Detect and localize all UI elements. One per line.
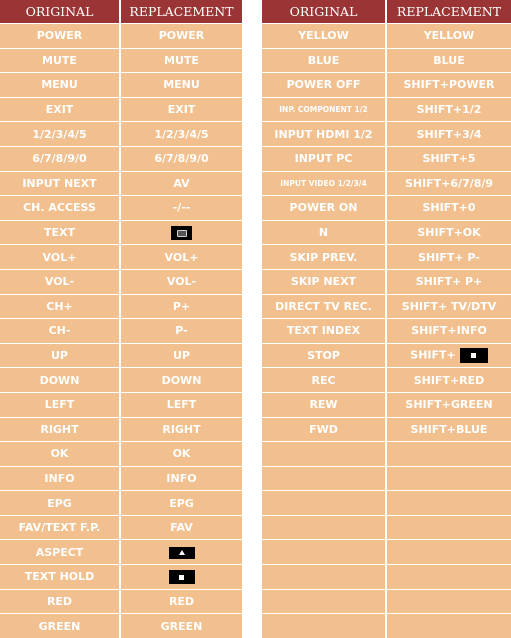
right-mapping-table bbox=[262, 0, 511, 638]
replacement-cell bbox=[386, 24, 511, 49]
original-cell: ASPECT bbox=[0, 540, 120, 565]
replacement-label: LEFT bbox=[166, 398, 197, 412]
original-cell: POWER ON bbox=[262, 196, 386, 221]
replacement-cell bbox=[386, 220, 511, 245]
original-cell: POWER bbox=[0, 24, 120, 49]
table-row bbox=[0, 466, 242, 491]
original-cell: INFO bbox=[0, 466, 120, 491]
replacement-label: AV bbox=[173, 176, 190, 190]
square-button-icon bbox=[460, 348, 488, 363]
replacement-cell bbox=[120, 417, 242, 442]
original-cell bbox=[262, 515, 386, 540]
replacement-label: DOWN bbox=[161, 373, 202, 387]
replacement-cell bbox=[386, 294, 511, 319]
replacement-cell bbox=[120, 343, 242, 368]
table-row bbox=[262, 146, 511, 171]
table-row bbox=[0, 368, 242, 393]
table-row bbox=[262, 417, 511, 442]
original-cell: VOL- bbox=[0, 269, 120, 294]
original-cell: N bbox=[262, 220, 386, 245]
table-row bbox=[262, 319, 511, 344]
original-cell: CH- bbox=[0, 319, 120, 344]
replacement-cell bbox=[120, 220, 242, 245]
replacement-cell bbox=[120, 614, 242, 638]
table-row bbox=[0, 540, 242, 565]
replacement-label: POWER bbox=[158, 29, 205, 43]
replacement-cell bbox=[120, 491, 242, 516]
replacement-cell bbox=[120, 319, 242, 344]
original-cell: GREEN bbox=[0, 614, 120, 638]
replacement-cell bbox=[120, 24, 242, 49]
table-header-row bbox=[0, 0, 242, 24]
table-row bbox=[262, 48, 511, 73]
table-header-row bbox=[262, 0, 511, 24]
original-cell: INPUT PC bbox=[262, 146, 386, 171]
table-row bbox=[0, 73, 242, 98]
table-row bbox=[0, 171, 242, 196]
column-header-replacement: REPLACEMENT bbox=[120, 0, 242, 24]
original-cell: OK bbox=[0, 442, 120, 467]
replacement-label: RED bbox=[168, 594, 195, 608]
original-cell: TEXT bbox=[0, 220, 120, 245]
column-header-replacement: REPLACEMENT bbox=[386, 0, 511, 24]
original-cell: INPUT NEXT bbox=[0, 171, 120, 196]
replacement-label: SHIFT+ P+ bbox=[415, 275, 483, 289]
replacement-cell bbox=[386, 48, 511, 73]
original-cell: MENU bbox=[0, 73, 120, 98]
replacement-label: SHIFT+BLUE bbox=[410, 422, 488, 436]
replacement-label: P- bbox=[175, 324, 188, 338]
original-cell: TEXT INDEX bbox=[262, 319, 386, 344]
original-cell: REW bbox=[262, 392, 386, 417]
replacement-cell bbox=[386, 171, 511, 196]
replacement-cell bbox=[386, 368, 511, 393]
replacement-cell bbox=[386, 269, 511, 294]
replacement-label: FAV bbox=[170, 521, 193, 535]
table-row bbox=[262, 122, 511, 147]
replacement-cell bbox=[120, 540, 242, 565]
replacement-label: SHIFT+INFO bbox=[411, 324, 487, 338]
table-row bbox=[0, 24, 242, 49]
replacement-cell bbox=[120, 171, 242, 196]
replacement-cell bbox=[120, 146, 242, 171]
table-row bbox=[262, 589, 511, 614]
table-row bbox=[262, 196, 511, 221]
original-cell: UP bbox=[0, 343, 120, 368]
replacement-label: SHIFT+0 bbox=[422, 201, 476, 215]
original-cell: INPUT VIDEO 1/2/3/4 bbox=[262, 171, 386, 196]
original-cell: DOWN bbox=[0, 368, 120, 393]
original-cell: CH+ bbox=[0, 294, 120, 319]
table-row bbox=[0, 294, 242, 319]
original-cell bbox=[262, 466, 386, 491]
up-triangle-button-icon bbox=[169, 547, 195, 559]
replacement-cell bbox=[120, 122, 242, 147]
replacement-label: EPG bbox=[169, 496, 194, 510]
replacement-cell bbox=[120, 589, 242, 614]
square-button-icon bbox=[169, 570, 195, 584]
table-row bbox=[0, 48, 242, 73]
table-row bbox=[0, 122, 242, 147]
replacement-cell bbox=[120, 245, 242, 270]
table-row bbox=[262, 614, 511, 638]
original-cell: TEXT HOLD bbox=[0, 565, 120, 590]
original-cell: POWER OFF bbox=[262, 73, 386, 98]
original-cell: SKIP NEXT bbox=[262, 269, 386, 294]
replacement-label: SHIFT+ P- bbox=[418, 250, 480, 264]
original-cell: CH. ACCESS bbox=[0, 196, 120, 221]
replacement-cell bbox=[386, 343, 511, 368]
column-header-original: ORIGINAL bbox=[0, 0, 120, 24]
replacement-label: UP bbox=[173, 349, 190, 363]
table-row bbox=[0, 565, 242, 590]
replacement-cell bbox=[120, 515, 242, 540]
table-row bbox=[262, 565, 511, 590]
table-row bbox=[262, 294, 511, 319]
original-cell: FWD bbox=[262, 417, 386, 442]
replacement-cell bbox=[386, 146, 511, 171]
replacement-label: SHIFT+RED bbox=[413, 373, 485, 387]
replacement-cell bbox=[120, 368, 242, 393]
original-cell: REC bbox=[262, 368, 386, 393]
table-row bbox=[0, 269, 242, 294]
original-cell bbox=[262, 491, 386, 516]
replacement-label: BLUE bbox=[433, 53, 465, 67]
replacement-cell bbox=[120, 48, 242, 73]
table-row bbox=[262, 466, 511, 491]
original-cell: BLUE bbox=[262, 48, 386, 73]
original-cell: RED bbox=[0, 589, 120, 614]
table-row bbox=[262, 491, 511, 516]
replacement-label: SHIFT+1/2 bbox=[416, 103, 482, 117]
replacement-label: SHIFT+6/7/8/9 bbox=[404, 176, 494, 190]
replacement-label: GREEN bbox=[160, 619, 203, 633]
replacement-label: SHIFT+ bbox=[410, 348, 456, 362]
replacement-cell bbox=[120, 269, 242, 294]
table-row bbox=[262, 171, 511, 196]
table-row bbox=[262, 392, 511, 417]
table-row bbox=[0, 515, 242, 540]
replacement-label: VOL- bbox=[166, 275, 197, 289]
original-cell bbox=[262, 614, 386, 638]
replacement-cell bbox=[386, 515, 511, 540]
table-row bbox=[262, 540, 511, 565]
replacement-label: MENU bbox=[163, 78, 200, 92]
table-row bbox=[262, 220, 511, 245]
table-row bbox=[0, 196, 242, 221]
table-row bbox=[0, 392, 242, 417]
replacement-label: VOL+ bbox=[164, 250, 199, 264]
original-cell: EPG bbox=[0, 491, 120, 516]
replacement-cell bbox=[120, 97, 242, 122]
original-cell: 6/7/8/9/0 bbox=[0, 146, 120, 171]
original-cell: 1/2/3/4/5 bbox=[0, 122, 120, 147]
table-row bbox=[262, 442, 511, 467]
table-row bbox=[0, 589, 242, 614]
original-cell bbox=[262, 442, 386, 467]
replacement-label: P+ bbox=[172, 299, 191, 313]
replacement-cell bbox=[120, 196, 242, 221]
replacement-cell bbox=[120, 442, 242, 467]
replacement-cell bbox=[386, 245, 511, 270]
table-row bbox=[0, 417, 242, 442]
original-cell: INPUT HDMI 1/2 bbox=[262, 122, 386, 147]
replacement-label: SHIFT+ TV/DTV bbox=[401, 299, 497, 313]
table-row bbox=[262, 97, 511, 122]
replacement-label: 6/7/8/9/0 bbox=[154, 152, 209, 166]
replacement-label: SHIFT+3/4 bbox=[416, 127, 482, 141]
table-row bbox=[0, 319, 242, 344]
original-cell: INP. COMPONENT 1/2 bbox=[262, 97, 386, 122]
original-cell: FAV/TEXT F.P. bbox=[0, 515, 120, 540]
original-cell: YELLOW bbox=[262, 24, 386, 49]
replacement-label: SHIFT+5 bbox=[422, 152, 476, 166]
replacement-cell bbox=[386, 319, 511, 344]
replacement-cell bbox=[386, 540, 511, 565]
replacement-cell bbox=[386, 491, 511, 516]
replacement-cell bbox=[386, 97, 511, 122]
original-cell: SKIP PREV. bbox=[262, 245, 386, 270]
replacement-cell bbox=[120, 565, 242, 590]
replacement-cell bbox=[386, 466, 511, 491]
original-cell: STOP bbox=[262, 343, 386, 368]
column-header-original: ORIGINAL bbox=[262, 0, 386, 24]
replacement-label: INFO bbox=[166, 471, 197, 485]
table-row bbox=[0, 442, 242, 467]
original-cell: EXIT bbox=[0, 97, 120, 122]
table-row bbox=[0, 245, 242, 270]
replacement-cell bbox=[120, 294, 242, 319]
table-row bbox=[0, 97, 242, 122]
replacement-label: YELLOW bbox=[423, 29, 475, 43]
original-cell: VOL+ bbox=[0, 245, 120, 270]
replacement-label: SHIFT+GREEN bbox=[405, 398, 493, 412]
left-mapping-table bbox=[0, 0, 242, 638]
replacement-label: MUTE bbox=[164, 53, 199, 67]
replacement-cell bbox=[386, 122, 511, 147]
replacement-cell bbox=[386, 565, 511, 590]
table-row bbox=[0, 491, 242, 516]
replacement-cell bbox=[386, 589, 511, 614]
replacement-label: RIGHT bbox=[162, 422, 201, 436]
original-cell bbox=[262, 565, 386, 590]
table-row bbox=[262, 245, 511, 270]
table-row bbox=[0, 614, 242, 638]
replacement-label: OK bbox=[172, 447, 191, 461]
replacement-cell bbox=[120, 466, 242, 491]
table-row bbox=[262, 343, 511, 368]
replacement-cell bbox=[386, 196, 511, 221]
table-row bbox=[262, 269, 511, 294]
original-cell: MUTE bbox=[0, 48, 120, 73]
original-cell: DIRECT TV REC. bbox=[262, 294, 386, 319]
replacement-label: SHIFT+OK bbox=[417, 226, 481, 240]
original-cell bbox=[262, 540, 386, 565]
replacement-label: -/-- bbox=[172, 201, 191, 215]
replacement-cell bbox=[120, 73, 242, 98]
teletext-button-icon bbox=[171, 226, 192, 240]
replacement-cell bbox=[386, 73, 511, 98]
replacement-label: EXIT bbox=[167, 103, 196, 117]
original-cell bbox=[262, 589, 386, 614]
table-row bbox=[262, 73, 511, 98]
table-row bbox=[262, 368, 511, 393]
replacement-label: SHIFT+POWER bbox=[403, 78, 495, 92]
replacement-label: 1/2/3/4/5 bbox=[154, 127, 209, 141]
table-row bbox=[262, 515, 511, 540]
replacement-cell bbox=[386, 614, 511, 638]
original-cell: LEFT bbox=[0, 392, 120, 417]
replacement-cell bbox=[120, 392, 242, 417]
table-row bbox=[0, 343, 242, 368]
table-row bbox=[0, 220, 242, 245]
replacement-cell bbox=[386, 392, 511, 417]
original-cell: RIGHT bbox=[0, 417, 120, 442]
table-row bbox=[0, 146, 242, 171]
replacement-cell bbox=[386, 417, 511, 442]
table-row bbox=[262, 24, 511, 49]
replacement-cell bbox=[386, 442, 511, 467]
